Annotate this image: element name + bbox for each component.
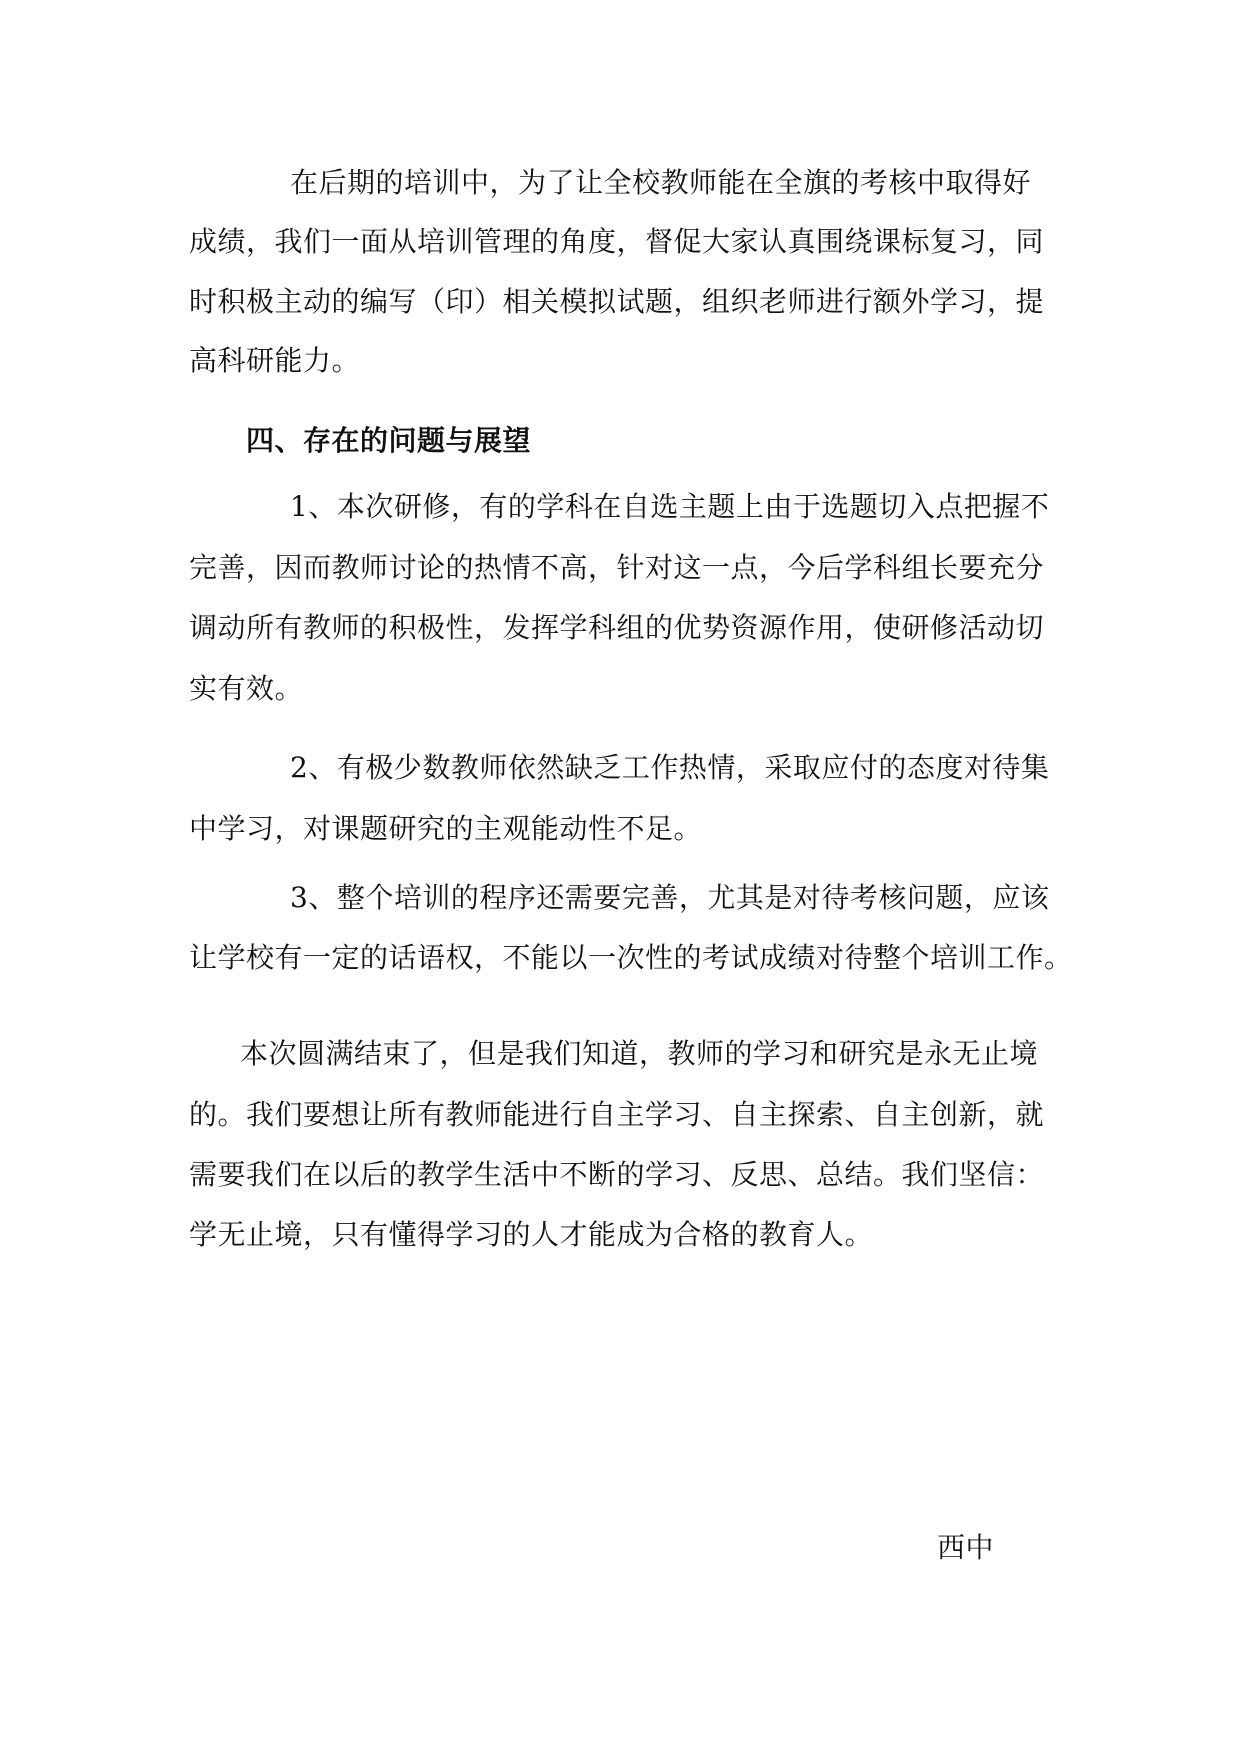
paragraph-line: 实有效。 [189,672,304,705]
paragraph-line: 高科研能力。 [189,344,361,377]
paragraph-line: 让学校有一定的话语权，不能以一次性的考试成绩对待整个培训工作。 [189,941,1073,974]
paragraph-line: 调动所有教师的积极性，发挥学科组的优势资源作用，使研修活动切 [189,611,1045,644]
paragraph-line: 学无止境，只有懂得学习的人才能成为合格的教育人。 [189,1218,874,1251]
paragraph-line: 在后期的培训中，为了让全校教师能在全旗的考核中取得好 [290,166,1032,199]
paragraph-line: 1、本次研修，有的学科在自选主题上由于选题切入点把握不 [290,490,1050,523]
section-heading: 四、存在的问题与展望 [246,424,532,457]
paragraph-line: 中学习，对课题研究的主观能动性不足。 [189,812,703,845]
paragraph-line: 时积极主动的编写（印）相关模拟试题，组织老师进行额外学习，提 [189,285,1045,318]
paragraph-line: 本次圆满结束了，但是我们知道，教师的学习和研究是永无止境 [240,1037,1039,1070]
paragraph-line: 成绩，我们一面从培训管理的角度，督促大家认真围绕课标复习，同 [189,225,1045,258]
signature: 西中 [937,1531,995,1564]
paragraph-line: 2、有极少数教师依然缺乏工作热情，采取应付的态度对待集 [290,751,1050,784]
paragraph-line: 3、整个培训的程序还需要完善，尤其是对待考核问题，应该 [290,881,1050,914]
paragraph-line: 需要我们在以后的教学生活中不断的学习、反思、总结。我们坚信： [189,1158,1045,1191]
paragraph-line: 完善，因而教师讨论的热情不高，针对这一点，今后学科组长要充分 [189,551,1045,584]
paragraph-line: 的。我们要想让所有教师能进行自主学习、自主探索、自主创新，就 [189,1098,1045,1131]
